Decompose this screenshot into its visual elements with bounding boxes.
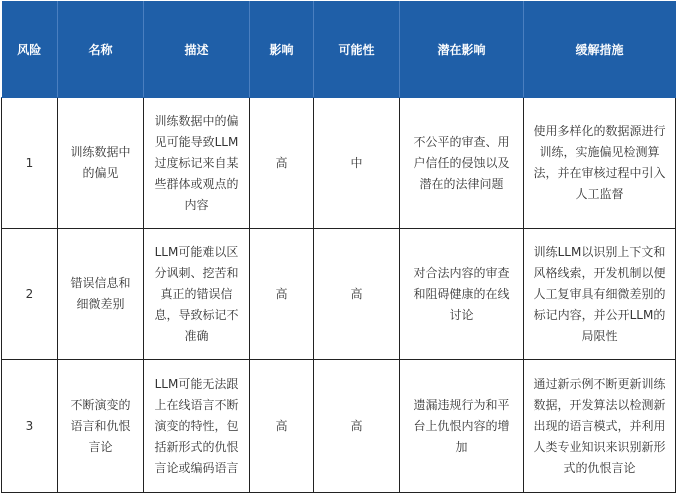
risk-impact-cell: 高 [250, 98, 314, 229]
risk-id-cell: 3 [2, 360, 58, 493]
risk-description-cell: LLM可能无法跟上在线语言不断演变的特性，包括新形式的仇恨言论或编码语言 [144, 360, 250, 493]
risk-mitigation-cell: 训练LLM以识别上下文和风格线索，开发机制以便人工复审具有细微差别的标记内容，并公开LLM的局限性 [524, 229, 676, 360]
risk-impact-cell: 高 [250, 360, 314, 493]
risk-name-cell: 错误信息和细微差别 [58, 229, 144, 360]
header-potential-impact: 潜在影响 [400, 1, 524, 98]
risk-description-cell: LLM可能难以区分讽刺、挖苦和真正的错误信息，导致标记不准确 [144, 229, 250, 360]
table-header-row [2, 1, 676, 98]
risk-name-cell: 训练数据中的偏见 [58, 98, 144, 229]
risk-id-cell: 1 [2, 98, 58, 229]
risk-impact-cell: 高 [250, 229, 314, 360]
header-impact: 影响 [250, 1, 314, 98]
risk-likelihood-cell: 中 [314, 98, 400, 229]
risk-mitigation-cell: 通过新示例不断更新训练数据，开发算法以检测新出现的语言模式，并利用人类专业知识来识别新形式的仇恨言论 [524, 360, 676, 493]
risk-likelihood-cell: 高 [314, 360, 400, 493]
risk-description-cell: 训练数据中的偏见可能导致LLM过度标记来自某些群体或观点的内容 [144, 98, 250, 229]
header-name: 名称 [58, 1, 144, 98]
risk-likelihood-cell: 高 [314, 229, 400, 360]
risk-mitigation-cell: 使用多样化的数据源进行训练，实施偏见检测算法，并在审核过程中引入人工监督 [524, 98, 676, 229]
header-mitigation: 缓解措施 [524, 1, 676, 98]
table-row [2, 360, 676, 493]
risk-name-cell: 不断演变的语言和仇恨言论 [58, 360, 144, 493]
header-description: 描述 [144, 1, 250, 98]
header-likelihood: 可能性 [314, 1, 400, 98]
header-risk: 风险 [2, 1, 58, 98]
risk-id-cell: 2 [2, 229, 58, 360]
table-row [2, 229, 676, 360]
table-row [2, 98, 676, 229]
risk-potential-impact-cell: 不公平的审查、用户信任的侵蚀以及潜在的法律问题 [400, 98, 524, 229]
risk-potential-impact-cell: 对合法内容的审查和阻碍健康的在线讨论 [400, 229, 524, 360]
risk-table [1, 1, 676, 493]
risk-potential-impact-cell: 遗漏违规行为和平台上仇恨内容的增加 [400, 360, 524, 493]
